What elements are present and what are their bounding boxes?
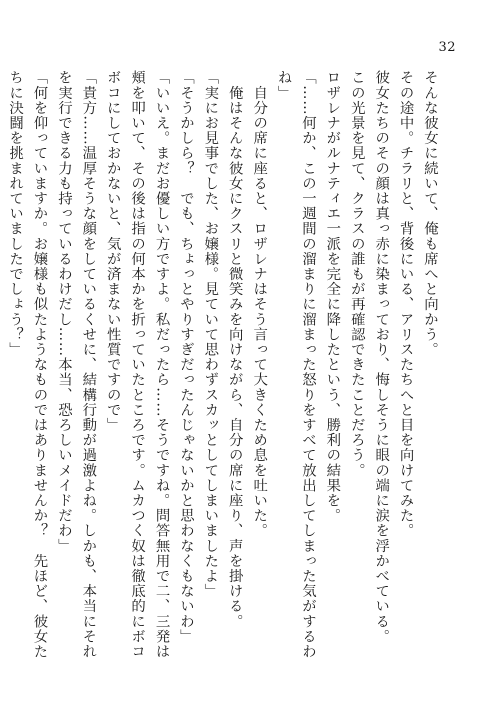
text-line: 「いいえ。まだお優しい方ですよ。私だったら……そうですね。問答無用で二、三発は頬を叩いて、その後は指の何本かを折っていたところです。ムカつく奴は徹底的にボコボコにしておかないと、気が済まない性質ですので」	[104, 70, 170, 659]
text-line: 「貴方……温厚そうな顔をしているくせに、結構行動が過激よね。しかも、本当にそれを実行できる力も持っているわけだし……本当、恐ろしいメイドだわ」	[55, 70, 97, 659]
text-line: そんな彼女に続いて、俺も席へと向かう。	[422, 70, 438, 357]
page-number: 32	[438, 40, 456, 55]
text-line: 彼女たちのその顔は真っ赤に染まっており、悔しそうに眼の端に涙を浮かべている。	[373, 70, 390, 644]
text-line: その途中。チラリと、背後にいる、アリスたちへと目を向けてみた。	[397, 70, 414, 539]
text-line: 俺はそんな彼女にクスリと微笑みを向けながら、自分の席に座り、声を掛ける。	[226, 70, 243, 629]
text-line: 「そうかしら？ でも、ちょっとやりすぎだったんじゃないかと思わなくもないわ」	[177, 70, 194, 644]
text-line: ロザレナがルナティエ一派を完全に降したという、勝利の結果を。	[324, 70, 341, 523]
text-line: 「何を仰っていますか。お嬢様も似たようなものではありませんか？ 先ほど、彼女たちに決闘を挑まれていましたでしょう？」	[7, 70, 48, 659]
text-line: 「実にお見事でした、お嬢様。見ていて思わずスカッとしてしまいましたよ」	[202, 70, 219, 599]
text-line: この光景を見て、クラスの誰もが再確認できたことだろう。	[348, 70, 365, 478]
text-line: 「……何か、この一週間の溜まりに溜まった怒りをすべて放出してしまった気がするわね」	[275, 70, 316, 659]
vertical-text-body	[7, 70, 442, 670]
text-line: 自分の席に座ると、ロザレナはそう言って大きくため息を吐いた。	[251, 70, 268, 539]
